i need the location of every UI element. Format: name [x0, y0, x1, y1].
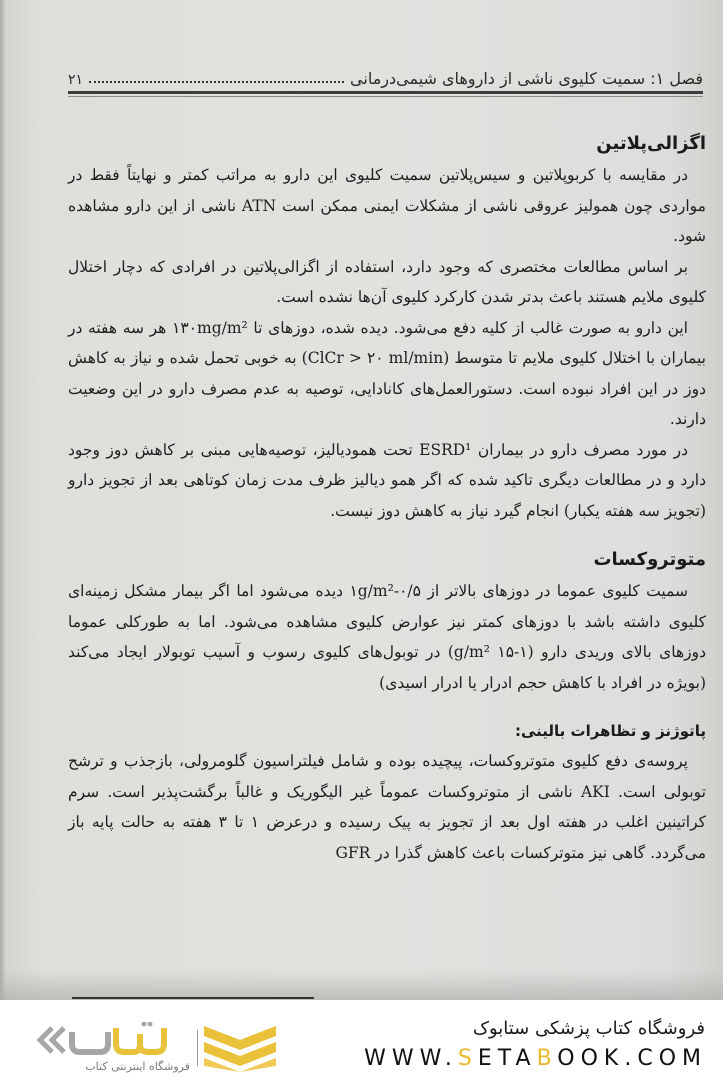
url-highlight-s: S — [457, 1046, 478, 1071]
url-highlight-b: B — [536, 1046, 558, 1071]
page-bottom-shadow — [0, 970, 723, 1000]
chapter-title: فصل ۱: سمیت کلیوی ناشی از داروهای شیمی‌درمانی — [350, 69, 703, 88]
leader-dots — [89, 80, 344, 83]
paragraph: پروسه‌ی دفع کلیوی متوتروکسات، پیچیده بوده و شامل فیلتراسیون گلومرولی، بازجذب و ترشح توبولی است. AKI ناشی از متوتروکسات عموماً غیر الیگوریک و غالباً برگشت‌پذیر است. سرم کراتینین اغلب در هفته اول بعد از تجویز به پیک رسیده و درعرض ۱ تا ۳ هفته به حالت پایه باز می‌گردد. گاهی نیز متوترکسات باعث کاهش گذرا در GFR — [68, 752, 707, 862]
spacer — [68, 526, 706, 544]
paragraph: در مقایسه با کربوپلاتین و سیس‌پلاتین سمیت کلیوی این دارو به مراتب کمتر و نهایتاً فقط در مواردی چون همولیز عروقی ناشی از مشکلات ایمنی ممکن است ATN ناشی از این دارو مشاهده شود. — [68, 166, 706, 245]
url-suffix: OOK.COM — [557, 1046, 707, 1071]
paragraph: سمیت کلیوی عموما در دوزهای بالاتر از ۰/۵-۱g/m² دیده می‌شود اما اگر بیمار مشکل زمینه‌ای کلیوی داشته باشد با دوزهای کمتر نیز عوارض کلیوی مشاهده می‌شود. اما به طورکلی عموما دوزهای بالای وریدی دارو (۱-۱۵ g/m²) در توبول‌های کلیوی رسوب و آسیب توبولار ایجاد می‌کند (بویژه در افراد با کاهش حجم ادرار یا ادرار اسیدی) — [68, 582, 707, 692]
store-banner — [0, 1000, 723, 1080]
logo-divider — [197, 1030, 198, 1066]
spacer — [68, 698, 706, 716]
subsection-heading-pathogenesis: پاتوژنز و تظاهرات بالینی: — [514, 722, 706, 740]
footnote-separator — [72, 997, 314, 999]
page-number: ۲۱ — [68, 72, 84, 88]
page-body — [68, 128, 706, 868]
url-part: ETA — [477, 1046, 537, 1071]
setabook-wordmark-logo — [36, 1022, 196, 1058]
paragraph: در مورد مصرف دارو در بیماران ESRD¹ تحت همودیالیز، توصیه‌هایی مبنی بر کاهش دوز وجود دارد و در مطالعات دیگری تاکید شده که اگر همو دیالیز ظرف مدت زمان کوتاهی بعد از تجویز دارو (تجویز سه هفته یکبار) انجام گیرد نیاز به کاهش دوز نیست. — [68, 440, 706, 520]
section-heading-methotrexate: متوتروکسات — [593, 549, 706, 570]
url-prefix: WWW. — [364, 1046, 458, 1071]
header-rule-thin — [68, 96, 703, 97]
paragraph: این دارو به صورت غالب از کلیه دفع می‌شود. دیده شده، دوزهای تا ۱۳۰mg/m² هر سه هفته در بیماران با اختلال کلیوی ملایم تا متوسط (ClCr > ۲۰ ml/min) به خوبی تحمل شده و نیاز به کاهش دوز در این افراد نبوده است. دستورالعمل‌های کانادایی، توصیه به عدم مصرف دارو در این وضعیت دارند. — [68, 318, 706, 428]
store-name: فروشگاه کتاب پزشکی ستابوک — [472, 1018, 705, 1039]
store-url[interactable] — [364, 1046, 707, 1071]
paragraph: بر اساس مطالعات مختصری که وجود دارد، استفاده از اگزالی‌پلاتین در افرادی که دچار اختلال کلیوی ملایم هستند باعث بدتر شدن کارکرد کلیوی آن‌ها نشده است. — [68, 257, 706, 306]
header-rule-thick — [68, 91, 703, 94]
logo-tagline: فروشگاه اینترنتی کتاب — [85, 1060, 190, 1073]
running-header — [68, 64, 703, 88]
section-heading-oxaliplatin: اگزالی‌پلاتین — [596, 133, 706, 154]
page-edge-shadow — [0, 0, 6, 1000]
setabook-chevron-icon — [204, 1026, 276, 1072]
